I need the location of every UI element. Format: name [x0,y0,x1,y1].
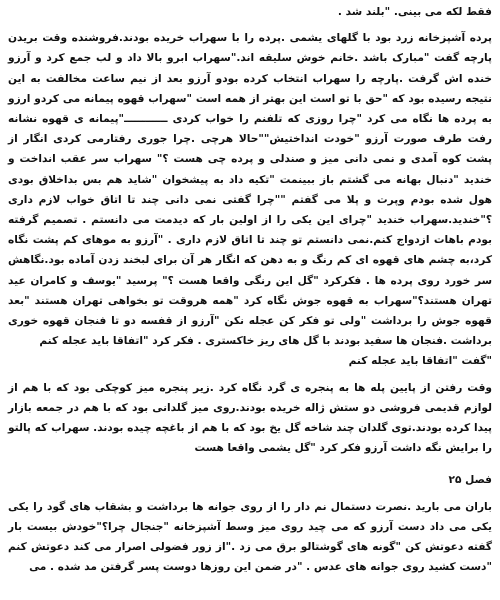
paragraph-2: وقت رفتن از پایین پله ها به پنجره ی گرد نگاه کرد .زیر پنجره میز کوچکی بود که با هم از لوازم قدیمی فروشی دو ستش ژاله خریده بودند.روی میز گلدانی بود که با هم در جمعه بازار پیدا کرده بودند.توی گلدان چند شاخه گل یخ بود که با هم از باغچه چیده بودند. سهراب که پالتو را برایش نگه داشت آرزو فکر کرد "گل یشمی واقعا هست [8,381,492,455]
paragraph-1-end: "گفت "اتفاقا باید عجله کنم [348,355,492,368]
spacer [8,458,492,470]
paragraph-3: باران می بارید .نصرت دستمال نم دار را از روی جوانه ها برداشت و بشقاب های گود را یکی یکی می داد دست آرزو که می چید روی میز وسط آشپزخانه "جنجال چرا؟"خودش بیست بار گفته دعوتش کن "گونه های گوشتالو برق می زد ."از زور فضولی اصرار می کند دعوتش کنم "دست کشید روی جوانه های عدس . "در ضمن این روزها دوست پسر گرفتن مد شده . می [8,500,492,574]
paragraph-1: پرده آشپزخانه زرد بود با گلهای یشمی .پرده را با سهراب خریده بودند.فروشنده وقت بریدن پارچه گفت "مبارک باشد .خانم خوش سلیقه اند."سهراب ابرو بالا داد و لب جمع کرد و آرزو خنده اش گرفت .پارچه را سهراب انتخاب کرده بودو آرزو بعد از نیم ساعت مخالفت به این نتیجه رسیده بود که "حق با تو است این بهتر از همه است "سهراب قهوه پیمانه می کردو ارزو به پرده ها نگاه می کرد "چرا روزی که تلفنم را خواب کردی ــــــــــــ"پیمانه ی قهوه نشانه رفت طرف صورت آرزو "خودت انداختیش""حالا هرچی .چرا جوری رفتارمی کردی انگار از پشت کوه آمدی و نمی دانی میز و صندلی و پرده چی هست ؟" سهراب سر عقب انداخت و خندید "دنبال بهانه می گشتم باز ببینمت "تکیه داد به پیشخوان "شاید هم بس بداخلاق بودی هول شده بودم وپرت و پلا می گفتم ""چرا گفتی نمی دانی چند تا اتاق خواب لازم داری ؟"خندید.سهراب خندید "چرای این یکی را از اولین بار که دیدمت می دانستم . تصمیم گرفته بودم باهات ازدواج کنم.نمی دانستم تو چند تا اتاق لازم داری . "آرزو به موهای کم پشت نگاه کرد،به چشم های قهوه ای کم رنگ و به دهن که انگار هر آن برای لبخند زدن آماده بود.نگاهش سر خورد روی پرده ها . فکرکرد "گل این رنگی واقعا هست ؟" پرسید "یوسف و کامران عید تهران هستند؟"سهراب به قهوه جوش نگاه کرد "همه هروقت تو بخواهی تهران هستند "بعد قهوه جوش را برداشت "ولی تو فکر کن عجله نکن "آرزو از قفسه دو تا فنجان قهوه خوری برداشت .فنجان ها سفید بودند با گل های ریز خاکستری . فکر کرد "اتفاقا باید عجله کنم [8,32,492,348]
top-line: فقط لکه می بینی. "بلند شد . [337,6,492,18]
chapter-heading: فصل ۲۵ [448,474,492,487]
